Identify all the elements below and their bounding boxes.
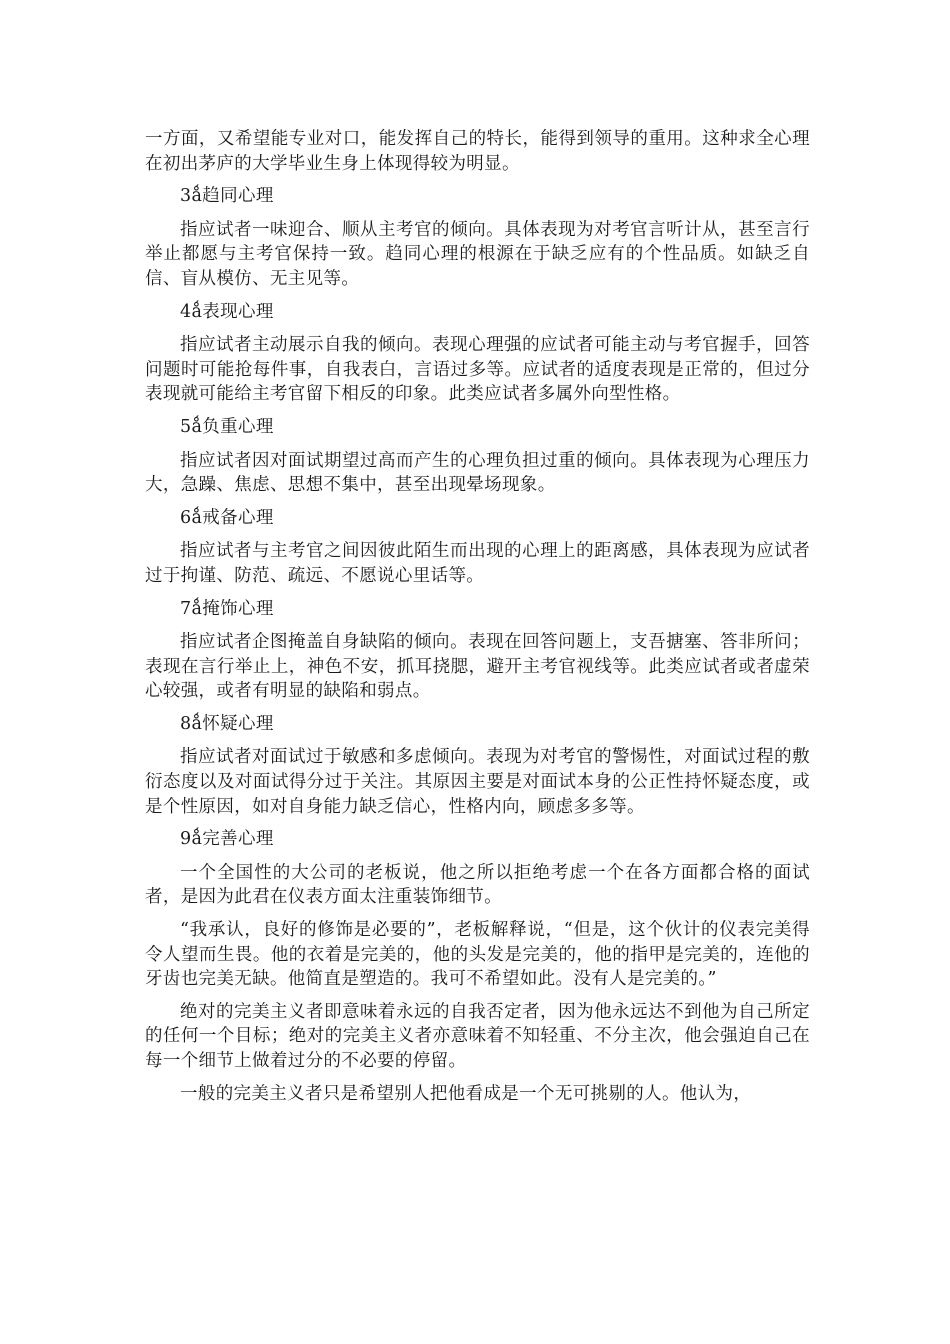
paragraph: 指应试者与主考官之间因彼此陌生而出现的心理上的距离感，具体表现为应试者过于拘谨、防范、疏远、不愿说心里话等。 bbox=[145, 541, 810, 586]
section-heading: 7ǻ掩饰心理 bbox=[180, 598, 274, 619]
paragraph: 指应试者因对面试期望过高而产生的心理负担过重的倾向。具体表现为心理压力大，急躁、焦虑、思想不集中，甚至出现晕场现象。 bbox=[145, 450, 810, 496]
paragraph: 一般的完美主义者只是希望别人把他看成是一个无可挑剔的人。他认为， bbox=[180, 1083, 752, 1104]
document-body bbox=[145, 127, 810, 1114]
section-heading: 4ǻ表现心理 bbox=[180, 301, 274, 322]
paragraph: 指应试者对面试过于敏感和多虑倾向。表现为对考官的警惕性，对面试过程的敷衍态度以及对面试得分过于关注。其原因主要是对面试本身的公正性持怀疑态度，或是个性原因，如对自身能力缺乏信心，性格内向，顾虑多多等。 bbox=[145, 747, 810, 817]
section-heading: 3ǻ趋同心理 bbox=[180, 186, 274, 207]
paragraph: 一个全国性的大公司的老板说，他之所以拒绝考虑一个在各方面都合格的面试者，是因为此君在仪表方面太注重装饰细节。 bbox=[145, 862, 810, 908]
paragraph: “我承认，良好的修饰是必要的”，老板解释说，“但是，这个伙计的仪表完美得令人望而生畏。他的衣着是完美的，他的头发是完美的，他的指甲是完美的，连他的牙齿也完美无缺。他简直是塑造的。我可不希望如此。没有人是完美的。” bbox=[145, 920, 810, 990]
paragraph: 一方面，又希望能专业对口，能发挥自己的特长，能得到领导的重用。这种求全心理在初出茅庐的大学毕业生身上体现得较为明显。 bbox=[145, 129, 810, 174]
paragraph: 绝对的完美主义者即意味着永远的自我否定者，因为他永远达不到他为自己所定的任何一个目标；绝对的完美主义者亦意味着不知轻重、不分主次，他会强迫自己在每一个细节上做着过分的不必要的停留。 bbox=[145, 1001, 810, 1071]
section-heading: 5ǻ负重心理 bbox=[180, 416, 274, 437]
paragraph: 指应试者一味迎合、顺从主考官的倾向。具体表现为对考官言听计从，甚至言行举止都愿与主考官保持一致。趋同心理的根源在于缺乏应有的个性品质。如缺乏自信、盲从模仿、无主见等。 bbox=[145, 219, 810, 289]
paragraph: 指应试者企图掩盖自身缺陷的倾向。表现在回答问题上，支吾搪塞、答非所问；表现在言行举止上，神色不安，抓耳挠腮，避开主考官视线等。此类应试者或者虚荣心较强，或者有明显的缺陷和弱点。 bbox=[145, 632, 810, 702]
section-heading: 9ǻ完善心理 bbox=[180, 829, 274, 850]
section-heading: 6ǻ戒备心理 bbox=[180, 507, 274, 528]
paragraph: 指应试者主动展示自我的倾向。表现心理强的应试者可能主动与考官握手，回答问题时可能抢每件事，自我表白，言语过多等。应试者的适度表现是正常的，但过分表现就可能给主考官留下相反的印象。此类应试者多属外向型性格。 bbox=[145, 335, 810, 405]
section-heading: 8ǻ怀疑心理 bbox=[180, 713, 274, 734]
